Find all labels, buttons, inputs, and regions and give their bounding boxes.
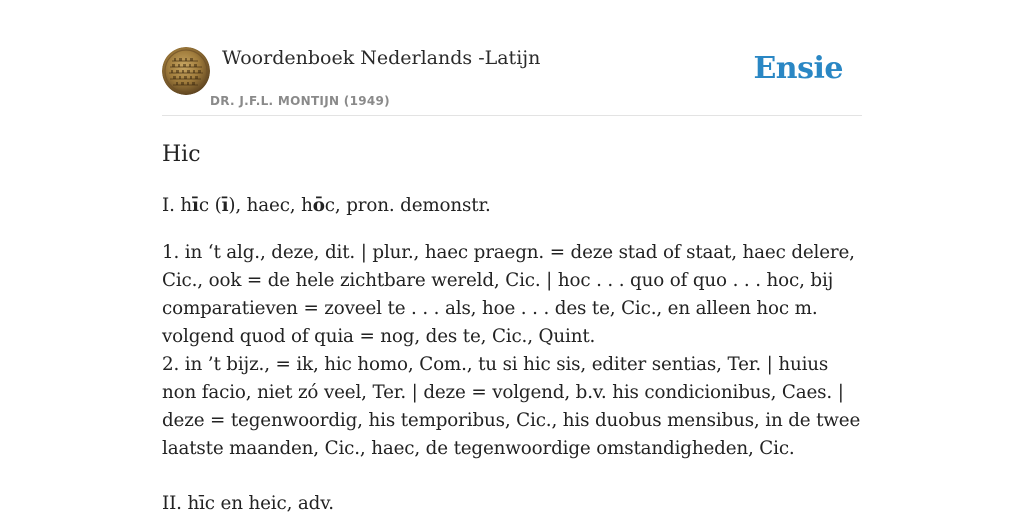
headword-text: I. h [162,195,193,216]
section-2-heading: II. hīc en heic, adv. [162,493,334,512]
headword-text: ), haec, h [228,195,313,216]
headword-long-vowel: ī [221,195,229,216]
sense-1-paragraph [162,239,862,351]
dictionary-header [162,0,862,116]
headword-line [162,192,862,220]
headword-long-vowel: ō [312,195,325,216]
page [162,0,862,512]
sense-1-text: 1. in ‘t alg., deze, dit. | plur., haec praegn. = deze stad of staat, haec delere, Cic., ook = de hele zichtbare wereld, Cic. | hoc . . . quo of quo . . . hoc, bij comparatieven = zoveel te . . . als, hoe . . . des te, Cic., en alleen hoc m. volgend quod of quia = nog, des te, Cic., Quint. [162,242,855,347]
entry-title: Hic [162,142,201,167]
headword-text: c, pron. demonstr. [324,195,491,216]
dictionary-author: DR. J.F.L. MONTIJN (1949) [210,94,390,108]
headword-long-vowel: ī [192,195,199,216]
dictionary-title[interactable]: Woordenboek Nederlands -Latijn [222,47,541,69]
coin-seal-graphic [162,47,210,95]
sense-2-paragraph [162,351,862,463]
sense-2-text: 2. in ’t bijz., = ik, hic homo, Com., tu si hic sis, editer sentias, Ter. | huius non facio, niet zó veel, Ter. | deze = volgend, b.v. his condicionibus, Caes. | deze = tegenwoordig, his temporibus, Cic., his duobus mensibus, in de twee laatste maanden, Cic., haec, de tegenwoordige omstandigheden, Cic. [162,354,861,459]
headword-text: c ( [198,195,222,216]
ensie-logo-link[interactable]: Ensie [753,51,843,86]
coin-seal-icon[interactable] [162,47,210,95]
